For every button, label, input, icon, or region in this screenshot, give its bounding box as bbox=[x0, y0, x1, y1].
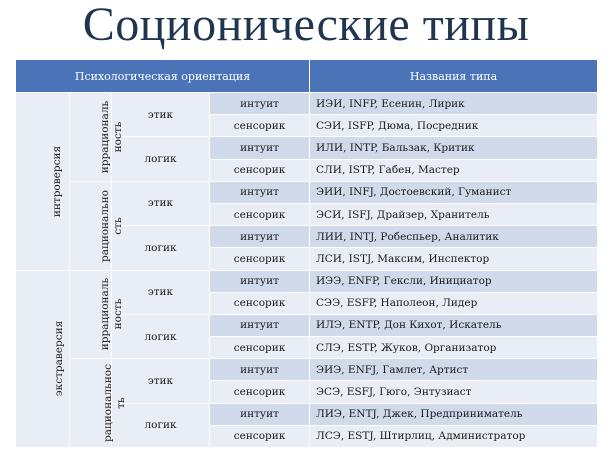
type-name-cell: ИЭЭ, ENFP, Гексли, Инициатор bbox=[310, 270, 598, 292]
table-row bbox=[16, 181, 598, 203]
header-type-names: Названия типа bbox=[310, 60, 598, 93]
perception-cell: интуит bbox=[210, 359, 310, 381]
function-cell: логик bbox=[112, 314, 210, 358]
extraversion-cell bbox=[16, 270, 70, 448]
type-name-cell: ИЛЭ, ENTP, Дон Кихот, Искатель bbox=[310, 314, 598, 336]
rationality-label-line1: рациональнос bbox=[101, 364, 114, 443]
type-name-cell: ИЛИ, INTP, Бальзак, Критик bbox=[310, 137, 598, 159]
perception-cell: сенсорик bbox=[210, 381, 310, 403]
perception-cell: сенсорик bbox=[210, 248, 310, 270]
rationality-cell bbox=[70, 270, 125, 359]
rationality-label-line1: рационально bbox=[99, 189, 112, 262]
perception-cell: сенсорик bbox=[210, 115, 310, 137]
rationality-label-line2: ность bbox=[112, 299, 125, 330]
perception-cell: интуит bbox=[210, 403, 310, 425]
function-cell: этик bbox=[112, 93, 210, 137]
rationality-label bbox=[99, 278, 125, 350]
rationality-label bbox=[99, 190, 125, 262]
type-name-cell: ЛИИ, INTJ, Робеспьер, Аналитик bbox=[310, 226, 598, 248]
type-name-cell: ЭСЭ, ESFJ, Гюго, Энтузиаст bbox=[310, 381, 598, 403]
rationality-label-line1: иррациональ bbox=[99, 100, 112, 174]
perception-cell: сенсорик bbox=[210, 425, 310, 447]
table-body bbox=[16, 93, 598, 448]
perception-cell: интуит bbox=[210, 137, 310, 159]
function-cell: этик bbox=[112, 181, 210, 225]
perception-cell: сенсорик bbox=[210, 292, 310, 314]
perception-cell: сенсорик bbox=[210, 159, 310, 181]
socionics-table bbox=[15, 59, 598, 448]
extraversion-label: экстраверсия bbox=[53, 321, 66, 397]
rationality-label bbox=[99, 101, 125, 173]
type-name-cell: ЭИЭ, ENFJ, Гамлет, Артист bbox=[310, 359, 598, 381]
type-name-cell: СЭЭ, ESFP, Наполеон, Лидер bbox=[310, 292, 598, 314]
perception-cell: интуит bbox=[210, 181, 310, 203]
extraversion-label: интроверсия bbox=[51, 145, 64, 217]
type-name-cell: СЛИ, ISTP, Габен, Мастер bbox=[310, 159, 598, 181]
rationality-label bbox=[102, 364, 128, 442]
type-name-cell: СЛЭ, ESTP, Жуков, Организатор bbox=[310, 337, 598, 359]
type-name-cell: ЛСИ, ISTJ, Максим, Инспектор bbox=[310, 248, 598, 270]
table-row bbox=[16, 270, 598, 292]
perception-cell: интуит bbox=[210, 270, 310, 292]
perception-cell: интуит bbox=[210, 226, 310, 248]
header-orientation: Психологическая ориентация bbox=[16, 60, 310, 93]
perception-cell: сенсорик bbox=[210, 337, 310, 359]
perception-cell: интуит bbox=[210, 314, 310, 336]
type-name-cell: ЭСИ, ISFJ, Драйзер, Хранитель bbox=[310, 203, 598, 225]
function-cell: логик bbox=[112, 137, 210, 181]
table-header-row bbox=[16, 60, 598, 93]
page-title: Соционические типы bbox=[82, 0, 530, 51]
rationality-label-line2: ность bbox=[112, 121, 125, 153]
rationality-label-line1: иррациональ bbox=[99, 278, 112, 351]
type-name-cell: СЭИ, ISFP, Дюма, Посредник bbox=[310, 115, 598, 137]
type-name-cell: ЛСЭ, ESTJ, Штирлиц, Администратор bbox=[310, 425, 598, 447]
function-cell: логик bbox=[112, 403, 210, 447]
function-cell: этик bbox=[112, 359, 210, 403]
rationality-label-line2: ть bbox=[114, 397, 127, 409]
perception-cell: сенсорик bbox=[210, 203, 310, 225]
table-row bbox=[16, 359, 598, 381]
perception-cell: интуит bbox=[210, 93, 310, 115]
type-name-cell: ЛИЭ, ENTJ, Джек, Предприниматель bbox=[310, 403, 598, 425]
table-row bbox=[16, 93, 598, 115]
type-name-cell: ИЭИ, INFP, Есенин, Лирик bbox=[310, 93, 598, 115]
rationality-cell bbox=[70, 359, 127, 448]
function-cell: логик bbox=[112, 226, 210, 270]
rationality-cell bbox=[70, 93, 125, 182]
rationality-label-line2: сть bbox=[112, 216, 125, 235]
rationality-cell bbox=[70, 181, 125, 270]
function-cell: этик bbox=[112, 270, 210, 314]
type-name-cell: ЭИИ, INFJ, Достоевский, Гуманист bbox=[310, 181, 598, 203]
extraversion-cell bbox=[16, 93, 70, 271]
